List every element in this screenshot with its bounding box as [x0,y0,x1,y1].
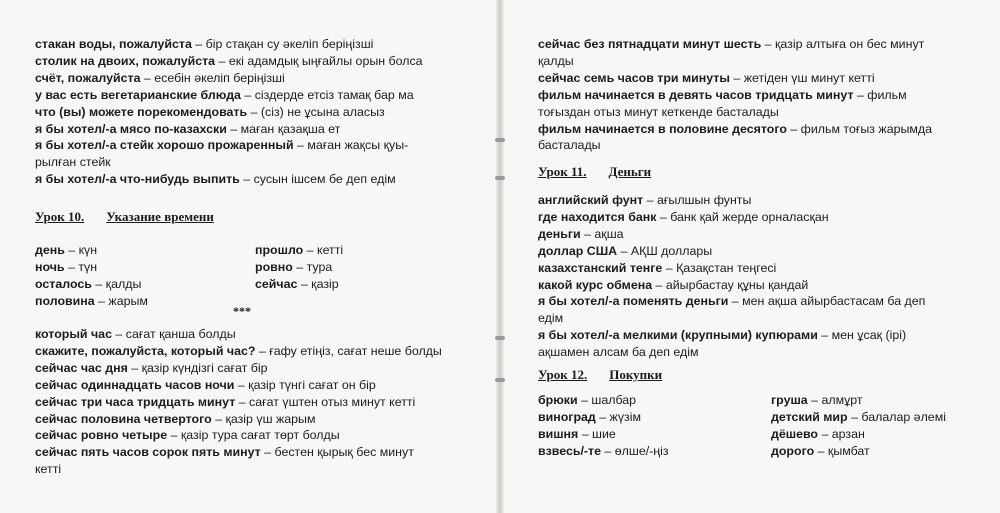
section-divider-stars: *** [233,304,251,318]
term: сейчас без пятнадцати минут шесть [538,37,762,51]
vocab-line [538,327,906,344]
gloss: рылған стейк [35,155,111,170]
vocab-line [35,444,414,461]
gloss: – жарым [94,293,148,308]
gloss: – Қазақстан теңгесі [662,260,777,275]
gloss: – қазір түнгі сағат он бір [234,377,376,392]
gloss: – екі адамдық ыңғайлы орын болса [215,53,423,68]
vocab-line [35,154,111,171]
lesson-heading [538,367,662,384]
vocab-line [35,411,315,428]
gloss: – күн [64,243,98,257]
vocab-line [538,310,563,327]
left-page [0,0,497,513]
gloss: – сіздерде етсіз тамақ бар ма [240,87,414,102]
term: деньги [538,226,581,241]
lesson-title: Деньги [608,164,652,179]
term: прошло [255,243,304,257]
gloss: – қазір тура сағат төрт болды [167,428,340,443]
term: вишня [538,426,579,441]
term: детский мир [771,409,848,424]
vocab-line [771,443,870,460]
gloss: – сағат қанша болды [111,327,236,341]
gloss: – қазір күндізгі сағат бір [127,360,268,375]
vocab-line [35,259,97,276]
vocab-line [538,70,875,87]
term: где находится банк [538,209,657,224]
gloss: қалды [538,53,574,68]
gloss: – мен ұсақ (ірі) [817,328,907,343]
lesson-number: Урок 12. [538,367,588,382]
gloss: тоғыздан отыз минут кеткенде басталады [538,104,779,119]
vocab-line [35,360,267,377]
term: день [35,243,65,257]
vocab-line [35,242,97,259]
term: взвесь/-те [538,443,601,458]
lesson-title: Покупки [609,367,663,382]
vocab-line [35,53,423,70]
vocab-line [538,209,829,226]
gloss: кетті [35,462,62,477]
gloss: – фильм [853,87,907,102]
term: сейчас половина четвертого [35,411,212,426]
gloss: – арзан [818,426,865,441]
right-page [503,0,1000,513]
gloss: – есебін әкеліп беріңізші [140,70,285,85]
vocab-line [538,260,776,277]
gloss: – қымбат [814,443,870,458]
term: я бы хотел/-а что-нибудь выпить [35,172,240,187]
term: дорого [771,443,815,458]
term: половина [35,293,95,308]
term: что (вы) можете порекомендовать [35,104,248,119]
gloss: – балалар әлемі [847,409,946,424]
term: я бы хотел/-а мелкими (крупными) купюрами [538,328,818,343]
vocab-line [255,242,343,259]
gloss: – фильм тоғыз жарымда [786,121,933,136]
gloss: – өлше/-ңіз [601,443,669,458]
vocab-line [538,426,616,443]
term: я бы хотел/-а стейк хорошо прожаренный [35,138,294,153]
lesson-number: Урок 10. [35,209,85,224]
term: груша [771,393,808,407]
term: виноград [538,409,596,424]
vocab-line [538,344,699,361]
gloss: – шие [578,426,616,441]
term: доллар США [538,243,618,258]
term: стакан воды, пожалуйста [35,37,192,51]
gloss: – маған жақсы қуы- [293,138,409,153]
vocab-line [35,427,340,444]
term: английский фунт [538,193,644,207]
gloss: – шалбар [577,393,637,407]
vocab-line [35,276,141,293]
vocab-line [35,36,373,53]
term: ночь [35,259,65,274]
gloss: – АҚШ доллары [617,243,713,258]
gloss: – жетіден үш минут кетті [729,70,875,85]
term: столик на двоих, пожалуйста [35,53,216,68]
term: я бы хотел/-а поменять деньги [538,294,729,309]
vocab-line [35,70,285,87]
vocab-line [35,377,376,394]
gloss: – қазір үш жарым [211,411,316,426]
term: который час [35,327,112,341]
gloss: – сағат үштен отыз минут кетті [235,394,416,409]
gloss: – мен ақша айырбастасам ба деп [728,294,926,309]
gloss: басталады [538,138,601,153]
vocab-line [538,121,932,138]
gloss: – айырбастау құны қандай [652,277,809,292]
gloss: – қалды [91,276,142,291]
vocab-line [35,293,148,310]
term: счёт, пожалуйста [35,70,141,85]
gloss: едім [538,311,564,326]
gloss: – кетті [303,243,344,257]
gloss: – сусын ішсем бе деп едім [239,172,396,187]
gloss: – ағылшын фунты [643,193,752,207]
term: сейчас пять часов сорок пять минут [35,445,261,460]
gloss: – ақша [580,226,624,241]
vocab-line [538,243,712,260]
vocab-line [35,137,408,154]
lesson-heading [35,209,214,226]
gloss: – бестен қырық бес минут [260,445,414,460]
vocab-line [538,277,808,294]
term: я бы хотел/-а мясо по-казахски [35,121,227,136]
vocab-line [538,36,924,53]
gloss: – түн [64,259,98,274]
vocab-line [538,104,779,121]
gloss: – (сіз) не ұсына аласыз [247,104,385,119]
vocab-line [538,53,574,70]
vocab-line [35,461,61,478]
vocab-line [538,409,641,426]
vocab-line [35,171,396,188]
gloss: – қазір [297,276,339,291]
gloss: ақшамен алсам ба деп едім [538,345,699,360]
term: осталось [35,276,92,291]
term: сейчас ровно четыре [35,428,168,443]
lesson-heading [538,164,651,181]
term: сейчас три часа тридцать минут [35,394,236,409]
term: фильм начинается в половине десятого [538,121,787,136]
term: скажите, пожалуйста, который час? [35,343,256,358]
term: брюки [538,393,578,407]
vocab-line [35,394,415,411]
vocab-line [35,104,385,121]
vocab-line [771,392,863,409]
gloss: – тура [292,259,333,274]
vocab-line [35,87,414,104]
vocab-line [538,392,636,409]
term: у вас есть вегетарианские блюда [35,87,241,102]
vocab-line [771,409,946,426]
gloss: – банк қай жерде орналасқан [656,209,829,224]
vocab-line [771,426,865,443]
vocab-line [35,326,236,343]
term: фильм начинается в девять часов тридцать минут [538,87,854,102]
term: казахстанский тенге [538,260,663,275]
vocab-line [35,343,442,360]
term: ровно [255,259,293,274]
gloss: – ғафу етіңіз, сағат неше болды [255,343,442,358]
term: дёшево [771,426,818,441]
vocab-line [538,293,925,310]
vocab-line [255,259,332,276]
vocab-line [538,137,601,154]
term: сейчас [255,276,298,291]
vocab-line [538,443,669,460]
vocab-line [538,87,907,104]
gloss: – қазір алтыға он бес минут [761,37,925,51]
lesson-number: Урок 11. [538,164,587,179]
gloss: – жүзім [595,409,641,424]
vocab-line [538,192,751,209]
lesson-title: Указание времени [106,209,214,224]
gloss: – алмұрт [807,393,863,407]
term: сейчас одиннадцать часов ночи [35,377,235,392]
term: сейчас час дня [35,360,128,375]
gloss: – маған қазақша ет [226,121,341,136]
vocab-line [35,121,340,138]
vocab-line [255,276,339,293]
vocab-line [538,226,624,243]
gloss: – бір стақан су әкеліп беріңізші [191,37,374,51]
term: сейчас семь часов три минуты [538,70,730,85]
term: какой курс обмена [538,277,653,292]
